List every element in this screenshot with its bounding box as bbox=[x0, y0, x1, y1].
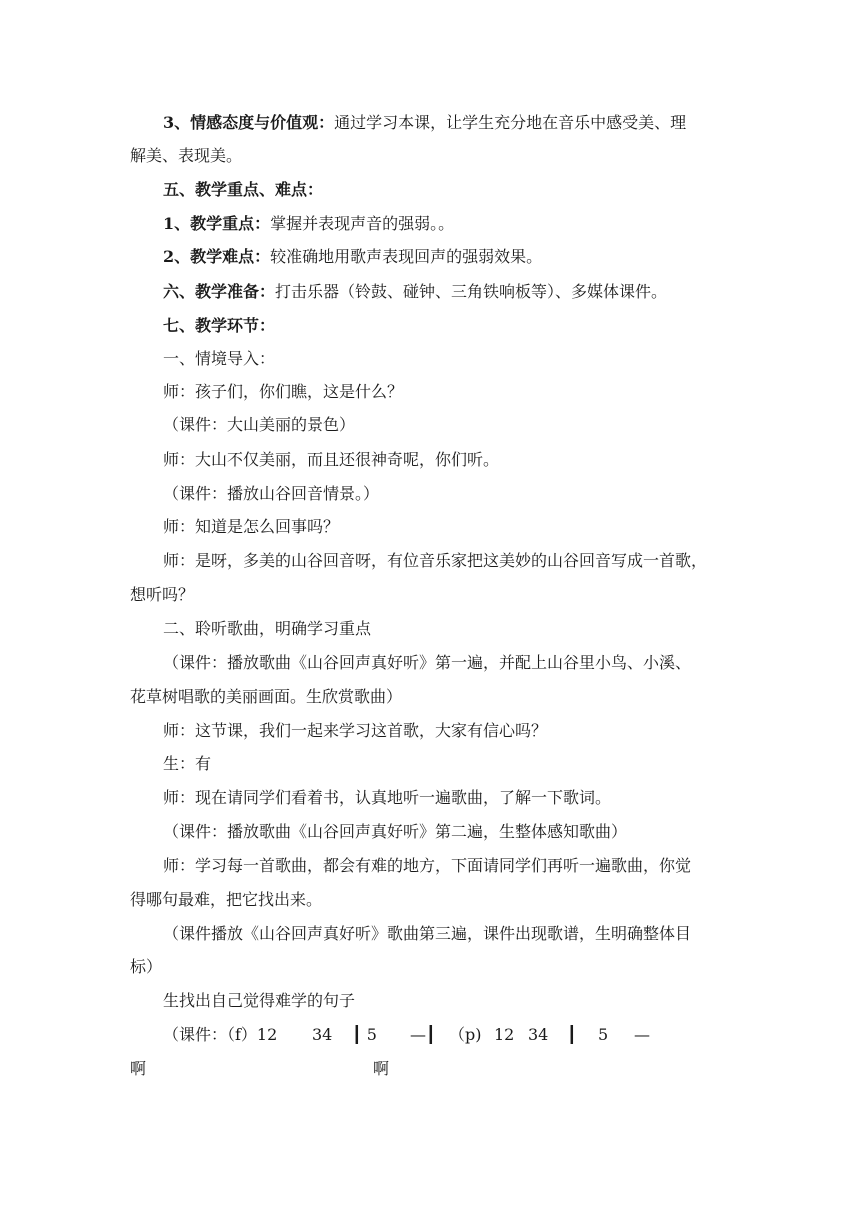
key-point-2 bbox=[163, 247, 735, 267]
section-2-title: 二、聆听歌曲，明确学习重点 bbox=[163, 619, 372, 638]
key-point-1 bbox=[163, 214, 735, 234]
notation-part-2: 34 bbox=[312, 1025, 333, 1044]
heading-7: 七、教学环节： bbox=[163, 316, 276, 335]
dialog-line: 师：现在请同学们看着书，认真地听一遍歌曲，了解一下歌词。 bbox=[163, 788, 612, 807]
notation-part-8: ┃ bbox=[567, 1025, 577, 1044]
dialog-line: 生找出自己觉得难学的句子 bbox=[163, 991, 356, 1010]
paragraph-goal3 bbox=[163, 113, 735, 133]
section-1-title: 一、情境导入： bbox=[163, 349, 276, 368]
dialog-line: 师：学习每一首歌曲，都会有难的地方，下面请同学们再听一遍歌曲，你觉 bbox=[163, 856, 692, 875]
key2-text: 较准确地用歌声表现回声的强弱效果。 bbox=[270, 247, 543, 266]
lyric-2: 啊 bbox=[373, 1059, 390, 1078]
goal3-label: 3、情感态度与价值观： bbox=[163, 113, 335, 132]
dialog-line: （课件：播放歌曲《山谷回声真好听》第二遍，生整体感知歌曲） bbox=[163, 822, 628, 841]
notation-part-4: —┃ bbox=[410, 1025, 436, 1044]
notation-part-7: 34 bbox=[528, 1025, 549, 1044]
notation-part-1: （课件：（f）12 bbox=[163, 1025, 278, 1044]
h6-label: 六、教学准备： bbox=[163, 282, 276, 301]
dialog-line: 师：是呀，多美的山谷回音呀，有位音乐家把这美妙的山谷回音写成一首歌， bbox=[163, 551, 708, 570]
dialog-line: （课件：大山美丽的景色） bbox=[163, 415, 356, 434]
notation-part-3: ┃ 5 bbox=[352, 1025, 377, 1044]
dialog-line: 师：知道是怎么回事吗？ bbox=[163, 517, 340, 536]
dialog-line: （课件：播放歌曲《山谷回声真好听》第一遍，并配上山谷里小鸟、小溪、 bbox=[163, 653, 692, 672]
goal3-text: 通过学习本课，让学生充分地在音乐中感受美、理 bbox=[334, 113, 687, 132]
music-notation bbox=[0, 1025, 860, 1045]
h6-text: 打击乐器（铃鼓、碰钟、三角铁响板等）、多媒体课件。 bbox=[275, 282, 668, 301]
dialog-line-cont: 想听吗？ bbox=[130, 585, 195, 604]
lyric-1: 啊 bbox=[130, 1059, 147, 1078]
dialog-line-cont: 得哪句最难，把它找出来。 bbox=[130, 890, 323, 909]
key1-label: 1、教学重点： bbox=[163, 214, 271, 233]
notation-part-5: （p) bbox=[449, 1025, 482, 1044]
dialog-line: 生：有 bbox=[163, 754, 212, 773]
notation-part-6: 12 bbox=[494, 1025, 515, 1044]
key2-label: 2、教学难点： bbox=[163, 247, 271, 266]
dialog-line-cont: 标） bbox=[130, 957, 163, 976]
goal3-text-cont: 解美、表现美。 bbox=[130, 146, 243, 165]
heading-6 bbox=[163, 282, 735, 302]
dialog-line: 师：这节课，我们一起来学习这首歌，大家有信心吗？ bbox=[163, 721, 548, 740]
dialog-line: 师：孩子们，你们瞧，这是什么？ bbox=[163, 382, 404, 401]
notation-part-10: — bbox=[634, 1025, 650, 1044]
dialog-line-cont: 花草树唱歌的美丽画面。生欣赏歌曲） bbox=[130, 687, 403, 706]
key1-text: 掌握并表现声音的强弱。。 bbox=[270, 214, 455, 233]
dialog-line: 师：大山不仅美丽，而且还很神奇呢，你们听。 bbox=[163, 450, 500, 469]
heading-5: 五、教学重点、难点： bbox=[163, 180, 324, 199]
notation-part-9: 5 bbox=[598, 1025, 609, 1044]
dialog-line: （课件播放《山谷回声真好听》歌曲第三遍，课件出现歌谱，生明确整体目 bbox=[163, 924, 692, 943]
dialog-line: （课件：播放山谷回音情景。） bbox=[163, 484, 380, 503]
